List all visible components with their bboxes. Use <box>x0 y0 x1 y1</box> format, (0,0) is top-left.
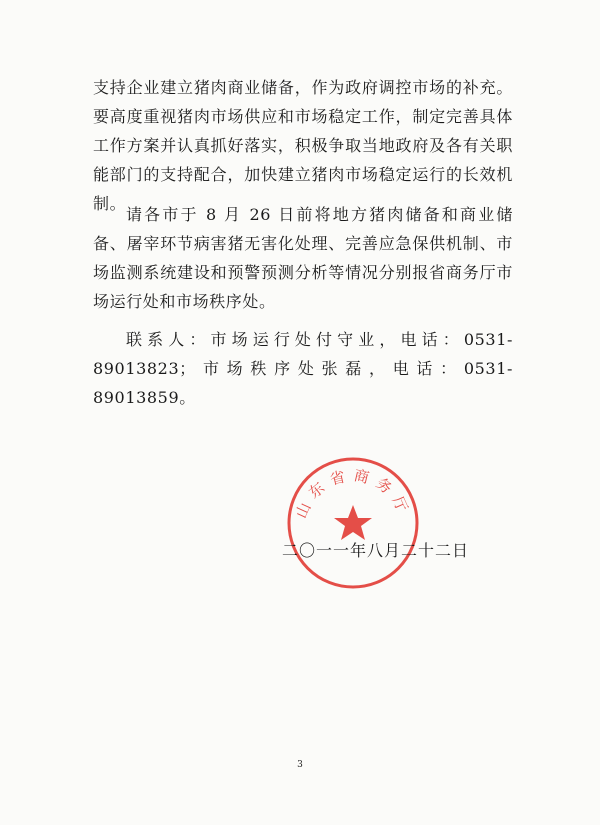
seal-text: 山东省商务厅 <box>291 466 415 522</box>
paragraph-report-request: 请各市于 8 月 26 日前将地方猪肉储备和商业储备、屠宰环节病害猪无害化处理、完善应急保供机制、市场监测系统建设和预警预测分析等情况分别报省商务厅市场运行处和市场秩序处。 <box>93 205 513 311</box>
seal-star-icon <box>334 505 372 540</box>
official-seal-stamp <box>285 455 421 591</box>
document-date: 二〇一一年八月二十二日 <box>282 541 470 560</box>
paragraph-contacts: 联系人：市场运行处付守业，电话：0531-89013823；市场秩序处张磊，电话：0531-89013859。 <box>93 330 513 407</box>
paragraph-storage-support: 支持企业建立猪肉商业储备，作为政府调控市场的补充。要高度重视猪肉市场供应和市场稳定工作，制定完善具体工作方案并认真抓好落实，积极争取当地政府及各有关职能部门的支持配合，加快建立猪肉市场稳定运行的长效机制。 <box>93 78 513 213</box>
page-number: 3 <box>297 760 303 770</box>
